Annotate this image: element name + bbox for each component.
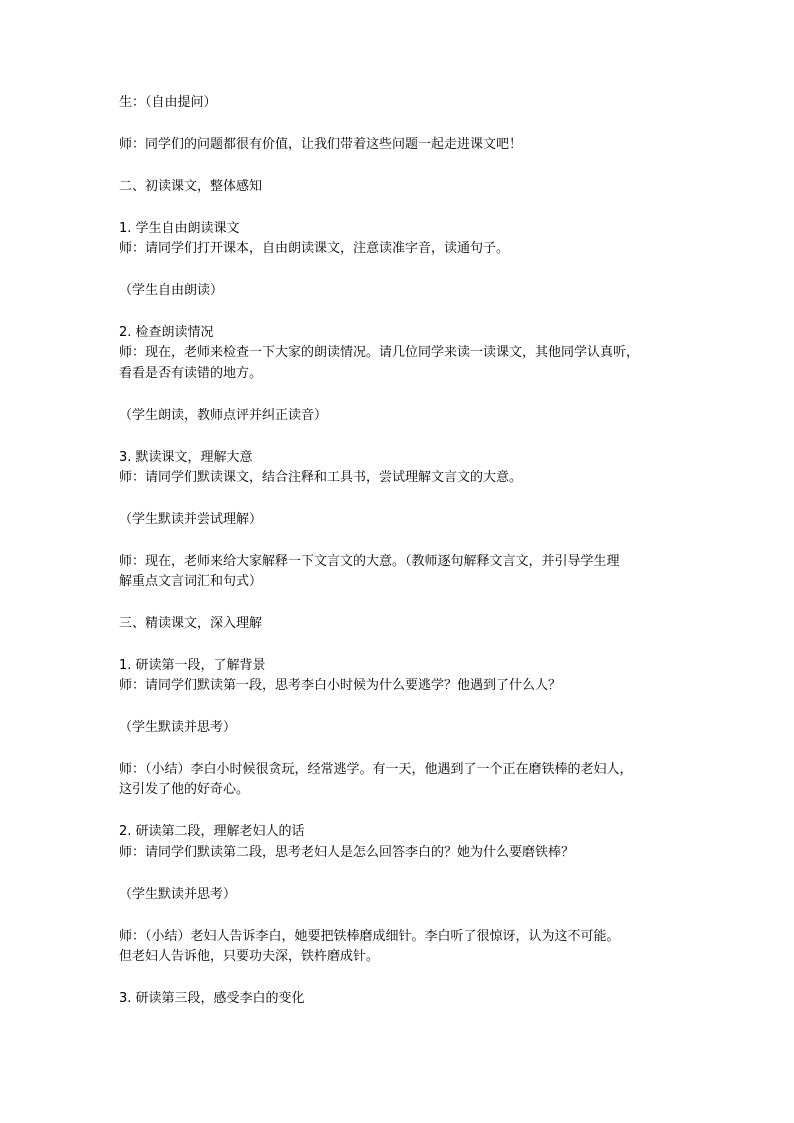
text-line: 师：请同学们默读第二段，思考老妇人是怎么回答李白的？她为什么要磨铁棒？ bbox=[119, 845, 575, 860]
text-line: （学生自由朗读） bbox=[119, 283, 224, 298]
text-line: 但老妇人告诉他，只要功夫深，铁杵磨成针。 bbox=[119, 949, 380, 964]
text-line: （学生朗读，教师点评并纠正读音） bbox=[119, 408, 328, 423]
text-line: 这引发了他的好奇心。 bbox=[119, 782, 250, 797]
text-line: 师：（小结）李白小时候很贪玩，经常逃学。有一天，他遇到了一个正在磨铁棒的老妇人， bbox=[119, 762, 633, 777]
subsection-heading: 3. 研读第三段，感受李白的变化 bbox=[119, 991, 305, 1006]
subsection-heading: 1. 学生自由朗读课文 bbox=[119, 221, 240, 236]
text-line: 看看是否有读错的地方。 bbox=[119, 366, 263, 381]
text-line: 师：请同学们打开课本，自由朗读课文，注意读准字音，读通句子。 bbox=[119, 241, 510, 256]
text-line: 师：现在，老师来给大家解释一下文言文的大意。（教师逐句解释文言文，并引导学生理 bbox=[119, 554, 620, 569]
text-line: 生：（自由提问） bbox=[119, 95, 217, 110]
text-line: 师：（小结）老妇人告诉李白，她要把铁棒磨成细针。李白听了很惊讶，认为这不可能。 bbox=[119, 929, 620, 944]
text-line: 师：请同学们默读第一段，思考李白小时候为什么要逃学？他遇到了什么人？ bbox=[119, 678, 562, 693]
subsection-heading: 2. 检查朗读情况 bbox=[119, 325, 214, 340]
section-heading: 二、初读课文，整体感知 bbox=[119, 179, 263, 194]
subsection-heading: 3. 默读课文，理解大意 bbox=[119, 450, 253, 465]
text-line: （学生默读并尝试理解） bbox=[119, 512, 263, 527]
text-line: （学生默读并思考） bbox=[119, 720, 237, 735]
text-line: 师：请同学们默读课文，结合注释和工具书，尝试理解文言文的大意。 bbox=[119, 470, 523, 485]
subsection-heading: 2. 研读第二段，理解老妇人的话 bbox=[119, 824, 305, 839]
text-line: 师：同学们的问题都很有价值，让我们带着这些问题一起走进课文吧！ bbox=[119, 137, 523, 152]
text-line: （学生默读并思考） bbox=[119, 887, 237, 902]
text-line: 解重点文言词汇和句式） bbox=[119, 574, 263, 589]
text-line: 师：现在，老师来检查一下大家的朗读情况。请几位同学来读一读课文，其他同学认真听， bbox=[119, 345, 640, 360]
subsection-heading: 1. 研读第一段，了解背景 bbox=[119, 658, 266, 673]
section-heading: 三、精读课文，深入理解 bbox=[119, 616, 263, 631]
